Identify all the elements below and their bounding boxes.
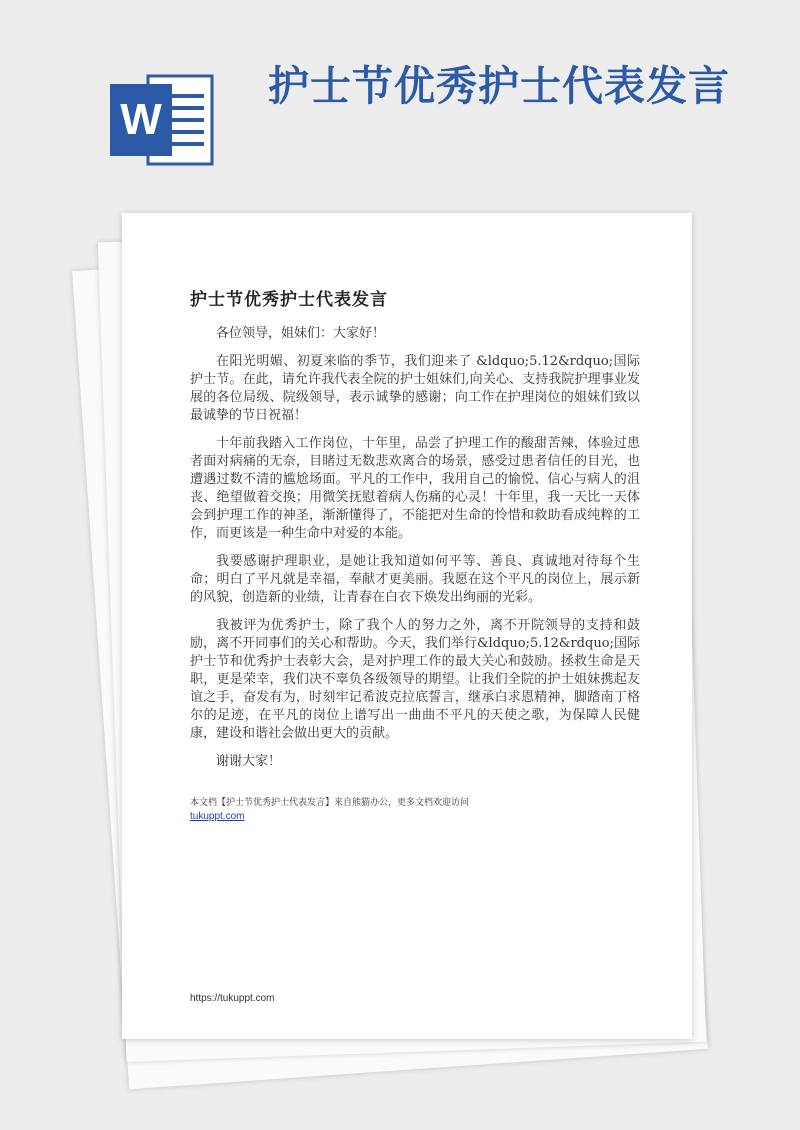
footer-link[interactable]: tukuppt.com bbox=[190, 811, 245, 822]
bottom-url: https://tukuppt.com bbox=[190, 993, 275, 1004]
document-body bbox=[190, 325, 640, 781]
banner-title: 护士节优秀护士代表发言 bbox=[268, 62, 730, 110]
paragraph-3: 我要感谢护理职业，是她让我知道如何平等、善良、真诚地对待每个生命；明白了平凡就是幸福，奉献才更美丽。我愿在这个平凡的岗位上，展示新的风貌，创造新的业绩，让青春在白衣下焕发出绚丽的光彩。 bbox=[190, 554, 640, 605]
document-title: 护士节优秀护士代表发言 bbox=[190, 290, 388, 310]
word-document-icon bbox=[108, 70, 218, 170]
paragraph-1: 在阳光明媚、初夏来临的季节，我们迎来了 &ldquo;5.12&rdquo;国际护士节。在此，请允许我代表全院的护士姐妹们,向关心、支持我院护理事业发展的各位局级、院级领导，表示诚挚的感谢；向工作在护理岗位的姐妹们致以最诚挚的节日祝福！ bbox=[190, 354, 640, 423]
paragraph-2: 十年前我踏入工作岗位，十年里，品尝了护理工作的酸甜苦辣，体验过患者面对病痛的无奈，目睹过无数悲欢离合的场景，感受过患者信任的目光，也遭遇过数不清的尴尬场面。平凡的工作中，我用自己的愉悦、信心与病人的沮丧、绝望做着交换；用微笑抚慰着病人伤痛的心灵！十年里，我一天比一天体会到护理工作的神圣，渐渐懂得了，不能把对生命的怜惜和救助看成纯粹的工作，而更该是一种生命中对爱的本能。 bbox=[190, 436, 640, 541]
footer-note-text: 本文档【护士节优秀护士代表发言】来自熊猫办公，更多文档欢迎访问 bbox=[190, 798, 470, 808]
paragraph-4: 我被评为优秀护士，除了我个人的努力之外，离不开院领导的支持和鼓励，离不开同事们的关心和帮助。今天，我们举行&ldquo;5.12&rdquo;国际护士节和优秀护士表彰大会，是对护理工作的最大关心和鼓励。拯救生命是天职，更是荣幸，我们决不辜负各级领导的期望。让我们全院的护士姐妹携起友谊之手，奋发有为，时刻牢记希波克拉底誓言，继承白求恩精神，脚踏南丁格尔的足迹，在平凡的岗位上谱写出一曲曲不平凡的天使之歌，为保障人民健康，建设和谐社会做出更大的贡献。 bbox=[190, 618, 640, 741]
paragraph-closing: 谢谢大家！ bbox=[216, 754, 282, 769]
paragraph-greeting: 各位领导，姐妹们：大家好！ bbox=[216, 326, 386, 341]
word-icon-letter: W bbox=[120, 95, 162, 144]
footer-note bbox=[190, 797, 650, 823]
document-page bbox=[122, 213, 692, 1039]
